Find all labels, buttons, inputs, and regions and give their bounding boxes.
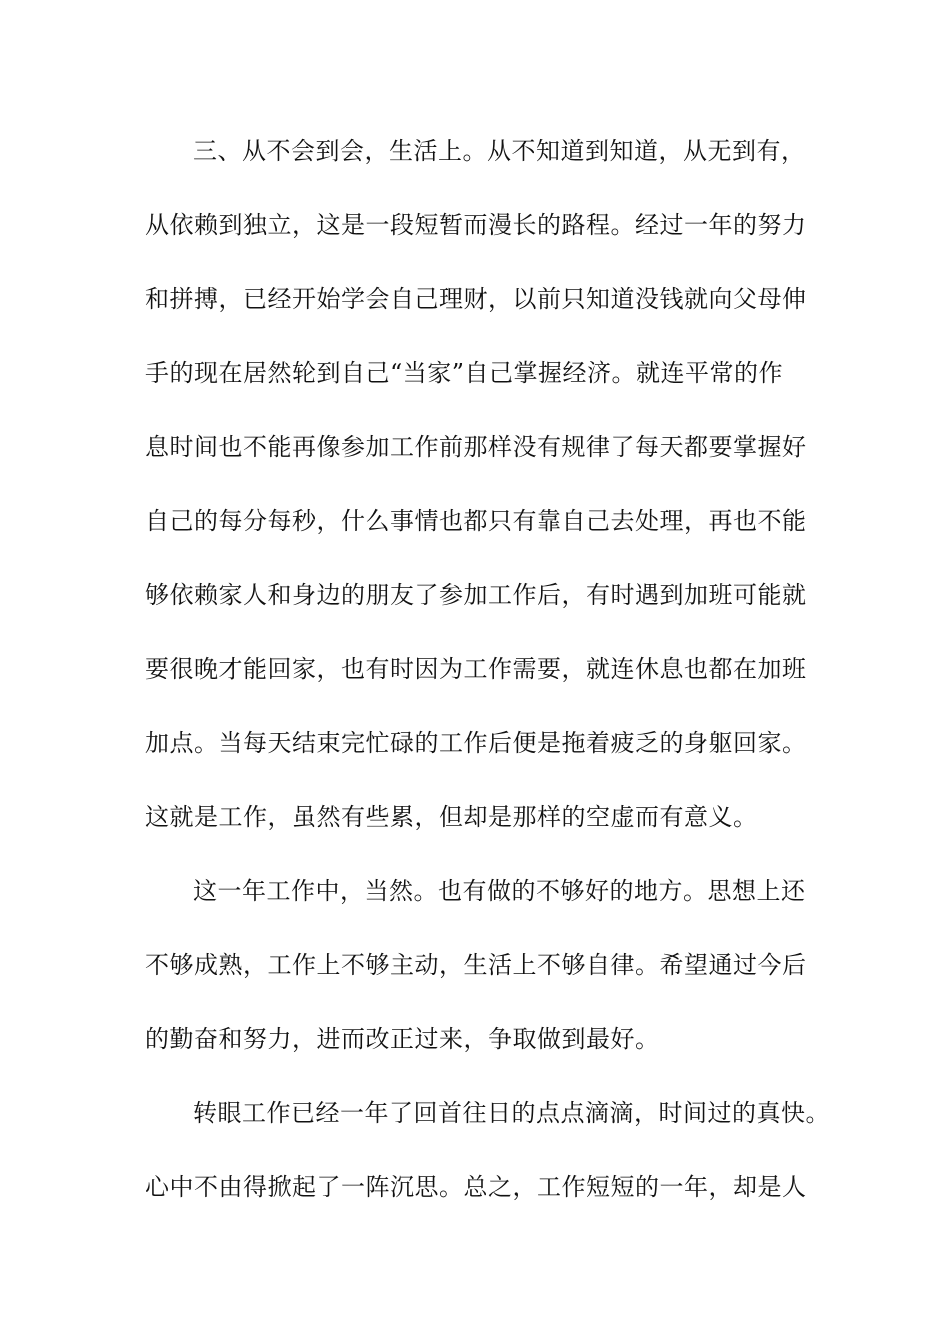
text-line: 自己的每分每秒，什么事情也都只有靠自己去处理，再也不能 (145, 507, 807, 535)
text-line: 三、从不会到会，生活上。从不知道到知道，从无到有， (193, 137, 806, 165)
text-line: 手的现在居然轮到自己“当家”自己掌握经济。就连平常的作 (145, 359, 784, 387)
text-line: 的勤奋和努力，进而改正过来，争取做到最好。 (145, 1025, 660, 1053)
text-line: 这就是工作，虽然有些累，但却是那样的空虚而有意义。 (145, 803, 758, 831)
text-line: 和拼搏，已经开始学会自己理财，以前只知道没钱就向父母伸 (145, 285, 807, 313)
text-line: 要很晚才能回家，也有时因为工作需要，就连休息也都在加班 (145, 655, 807, 683)
text-line: 心中不由得掀起了一阵沉思。总之，工作短短的一年，却是人 (145, 1173, 807, 1201)
text-line: 这一年工作中，当然。也有做的不够好的地方。思想上还 (193, 877, 806, 905)
text-line: 息时间也不能再像参加工作前那样没有规律了每天都要掌握好 (145, 433, 807, 461)
document-body (145, 126, 830, 1236)
text-line: 不够成熟，工作上不够主动，生活上不够自律。希望通过今后 (145, 951, 807, 979)
text-line: 够依赖家人和身边的朋友了参加工作后，有时遇到加班可能就 (145, 581, 807, 609)
text-line: 加点。当每天结束完忙碌的工作后便是拖着疲乏的身躯回家。 (145, 729, 807, 757)
text-line: 转眼工作已经一年了回首往日的点点滴滴，时间过的真快。 (193, 1099, 830, 1127)
text-line: 从依赖到独立，这是一段短暂而漫长的路程。经过一年的努力 (145, 211, 807, 239)
